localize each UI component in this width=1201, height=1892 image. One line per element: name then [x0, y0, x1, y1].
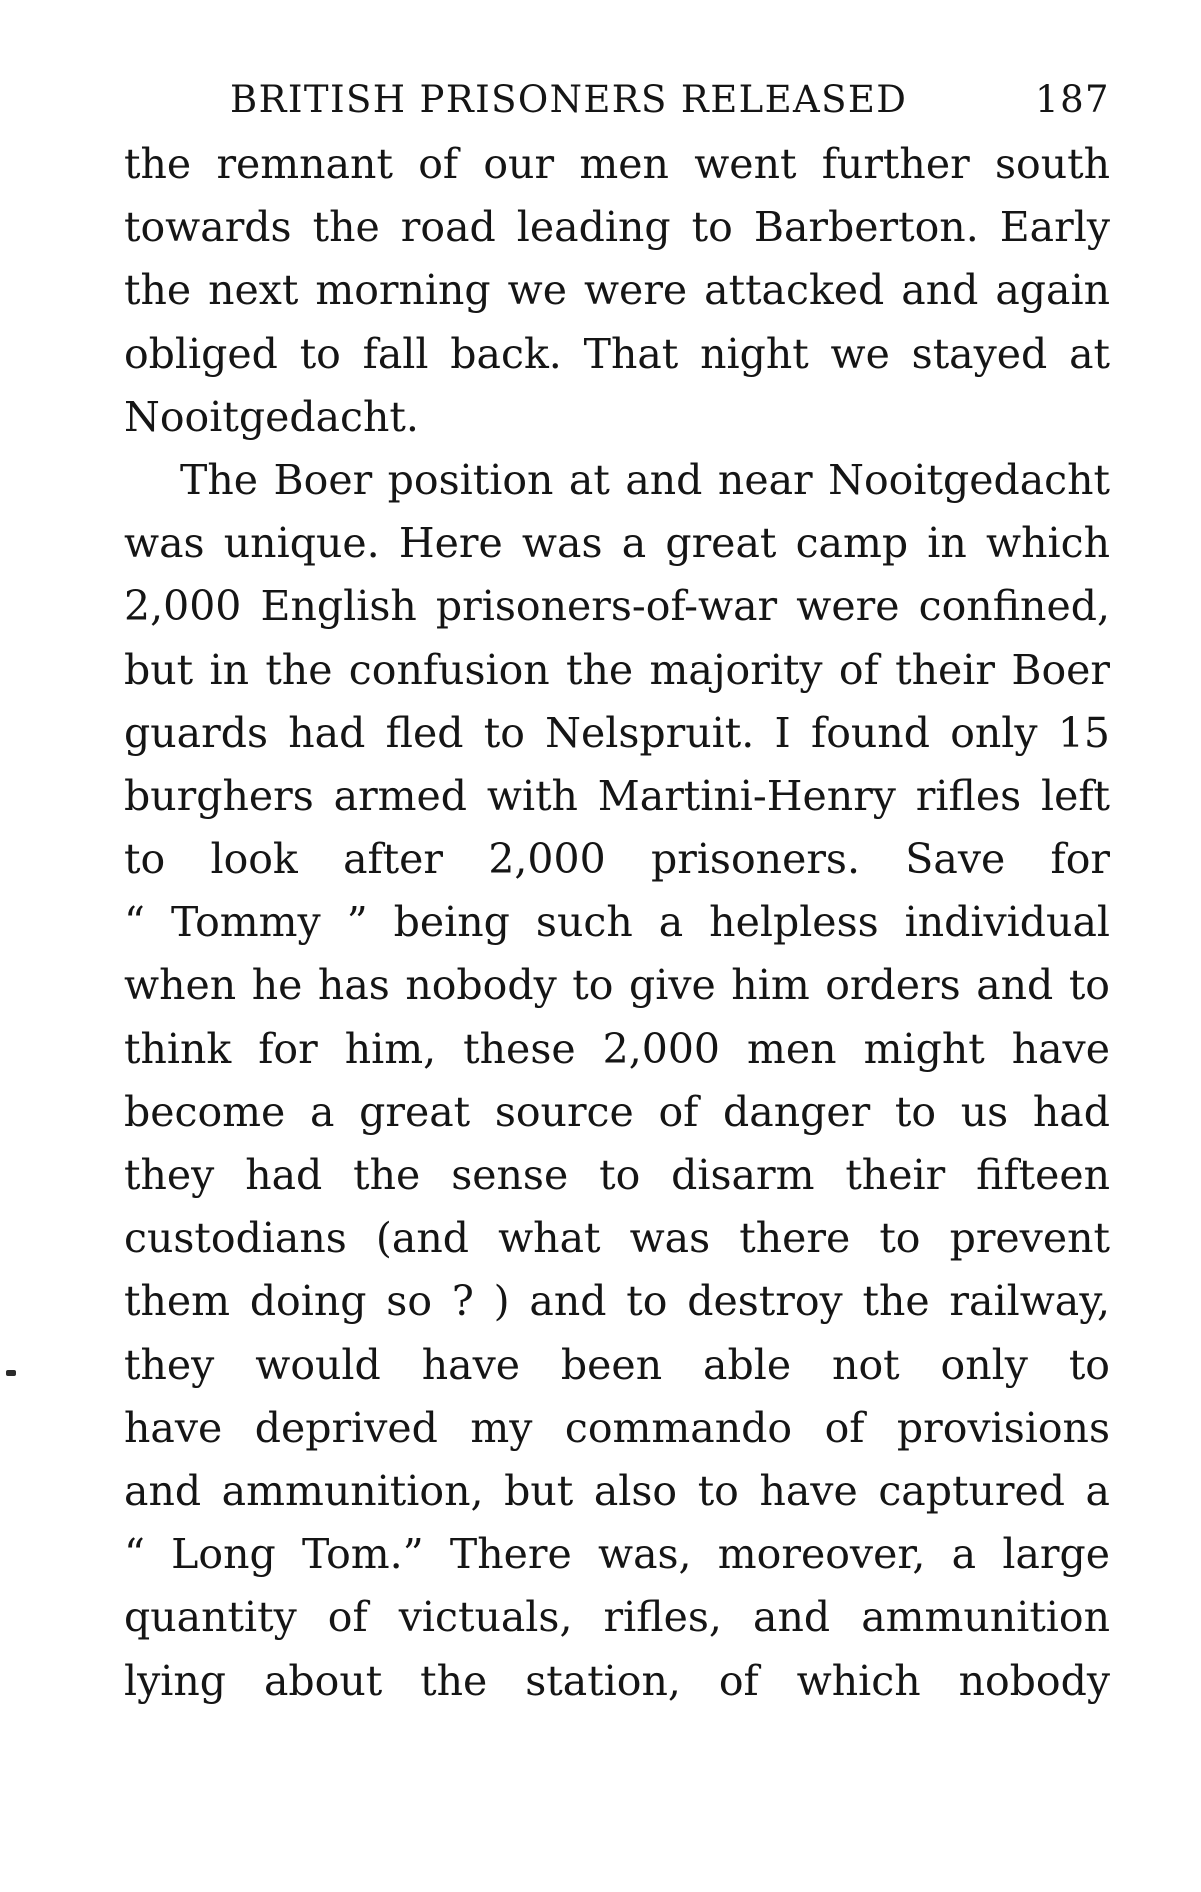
text-line: towards the road leading to Barberton. Early	[124, 203, 1110, 252]
page-number: 187	[1035, 78, 1110, 121]
text-line: was unique. Here was a great camp in which	[124, 519, 1110, 568]
text-line: have deprived my commando of provisions	[124, 1403, 1110, 1452]
text-line: “ Tommy ” being such a helpless individual	[124, 898, 1110, 947]
text-line: and ammunition, but also to have captured a	[124, 1466, 1110, 1515]
body-text	[124, 133, 1110, 1713]
text-line: lying about the station, of which nobody	[124, 1656, 1110, 1705]
text-line: to look after 2,000 prisoners. Save for	[124, 835, 1110, 884]
text-line: obliged to fall back. That night we stayed at	[124, 329, 1110, 378]
text-line: but in the confusion the majority of their Boer	[124, 645, 1110, 694]
text-line: quantity of victuals, rifles, and ammunition	[124, 1593, 1110, 1642]
text-line: when he has nobody to give him orders and to	[124, 961, 1110, 1010]
text-line: Nooitgedacht.	[124, 392, 419, 441]
margin-ink-mark	[6, 1370, 16, 1376]
text-line: the remnant of our men went further south	[124, 140, 1110, 188]
text-line: “ Long Tom.” There was, moreover, a large	[124, 1530, 1110, 1579]
paragraph	[124, 449, 1110, 1713]
text-line: they would have been able not only to	[124, 1340, 1110, 1389]
text-line: become a great source of danger to us had	[124, 1087, 1110, 1136]
text-line: 2,000 English prisoners-of-war were confined,	[124, 582, 1110, 631]
text-line: burghers armed with Martini-Henry rifles left	[124, 771, 1110, 820]
text-line: The Boer position at and near Nooitgedacht	[180, 455, 1110, 504]
text-line: think for him, these 2,000 men might have	[124, 1024, 1110, 1073]
text-line: custodians (and what was there to prevent	[124, 1214, 1110, 1263]
chapter-title: BRITISH PRISONERS RELEASED	[230, 78, 908, 121]
running-head	[230, 68, 1110, 132]
text-line: guards had fled to Nelspruit. I found only 15	[124, 708, 1110, 757]
text-line: they had the sense to disarm their fifteen	[124, 1151, 1110, 1199]
text-line: them doing so ? ) and to destroy the railway,	[124, 1277, 1110, 1326]
text-line: the next morning we were attacked and again	[124, 266, 1110, 315]
paragraph	[124, 133, 1110, 449]
